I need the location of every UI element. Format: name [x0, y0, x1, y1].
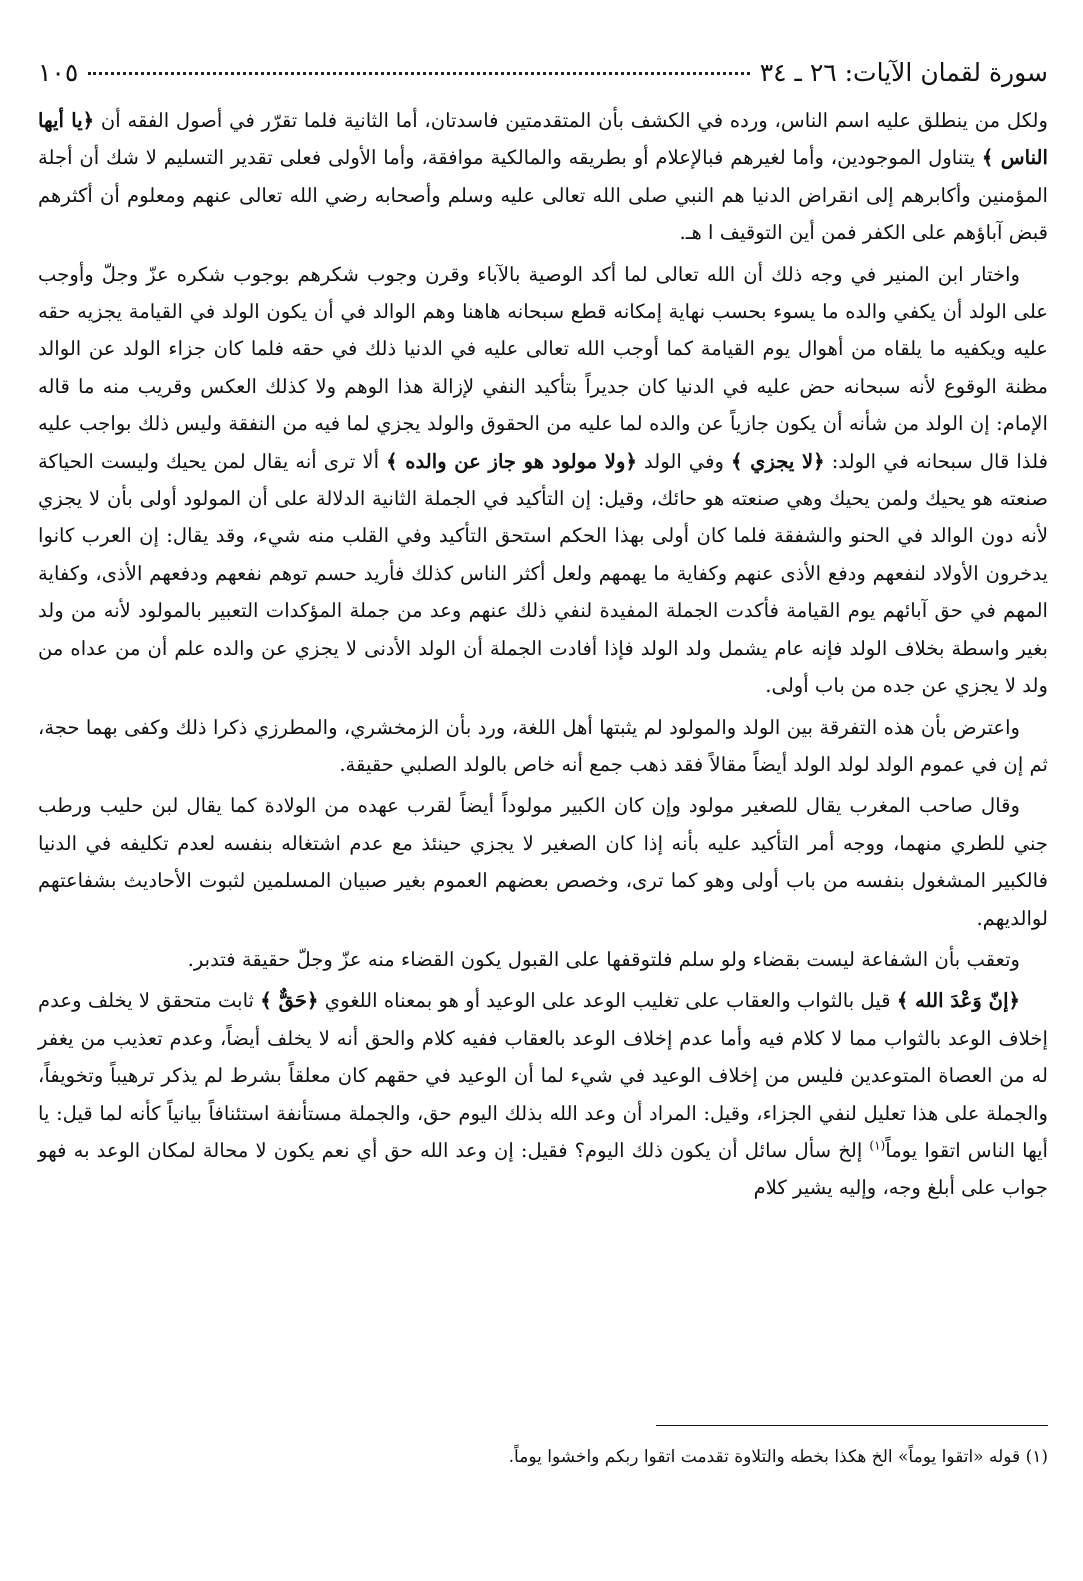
header-dot-leader: [88, 72, 749, 75]
text-segment: ولكل من ينطلق عليه اسم الناس، ورده في الكشف بأن المتقدمتين فاسدتان، أما الثانية فلما تقرّر في أصول الفقه أن: [94, 109, 1048, 132]
text-segment: وفي الولد: [636, 449, 732, 473]
body-text: [38, 102, 1048, 1207]
text-segment: وتعقب بأن الشفاعة ليست بقضاء ولو سلم فلتوقفها على القبول يكون القضاء منه عزّ وجلّ حقيقة فتدبر.: [187, 947, 1020, 971]
footnote: (١) قوله «اتقوا يوماً» الخ هكذا بخطه والتلاوة تقدمت اتقوا ربكم واخشوا يوماً.: [508, 1447, 1048, 1467]
text-segment: يتناول الموجودين، وأما لغيرهم فبالإعلام أو بطريقه والمالكية موافقة، وأما الأولى فعلى تقدير التسليم لا شك أن أجلة المؤمنين وأكابرهم إلى انقراض الدنيا هم النبي صلى الله تعالى عليه وسلم وأصحابه رضي الله تعالى عنهم ومعلوم أن أكثرهم قبض آباؤهم على الكفر فمن أين التوقيف ا هـ.: [38, 146, 1048, 245]
paragraph: [38, 982, 1048, 1206]
page-number: ١٠٥: [38, 58, 79, 87]
page-header: [38, 58, 1048, 102]
paragraph: [38, 102, 1048, 252]
quran-quote: ﴿حَقٌّ ﴾: [260, 989, 319, 1013]
paragraph: [38, 709, 1048, 784]
text-segment: ثابت متحقق لا يخلف وعدم إخلاف الوعد بالثواب مما لا كلام فيه وأما عدم إخلاف الوعد بالعقاب ففيه كلام والحق أنه لا يخلف أيضاً، وعدم تعذيب من يغفر له من العصاة المتوعدين فليس من إخلاف الوعيد في شيء لما أن الوعيد في حقهم كان معلقاً بشرط لم يذكر ترهيباً وتخويفاً، والجملة على هذا تعليل لنفي الجزاء، وقيل: المراد أن وعد الله بذلك اليوم حق، والجملة مستأنفة استئنافاً بيانياً كأنه لما قيل: يا أيها الناس اتقوا يوماً: [38, 989, 1048, 1162]
quran-quote: ﴿ولا مولود هو جاز عن والده ﴾: [386, 449, 637, 473]
page: [38, 58, 1048, 1558]
quran-quote: ﴿إنّ وَعْدَ الله ﴾: [896, 989, 1020, 1013]
paragraph: [38, 256, 1048, 705]
text-segment: واعترض بأن هذه التفرقة بين الولد والمولود لم يثبتها أهل اللغة، ورد بأن الزمخشري، والمطرزي ذكرا ذلك وكفى بهما حجة، ثم إن في عموم الولد لولد الولد أيضاً مقالاً فقد ذهب جمع أنه خاص بالولد الصلبي حقيقة.: [38, 715, 1048, 776]
text-segment: وقال صاحب المغرب يقال للصغير مولود وإن كان الكبير مولوداً أيضاً لقرب عهده من الولادة كما يقال لبن حليب ورطب جني للطري منهما، ووجه أمر التأكيد عليه بأنه إذا كان الصغير لا يجزي حينئذ مع عدم اشتغاله بنفسه لعدم تكليفه في الدنيا فالكبير المشغول بنفسه من باب أولى وهو كما ترى، وخصص بعضهم العموم بغير صبيان المسلمين لثبوت الأحاديث بشفاعتهم لوالديهم.: [38, 794, 1048, 930]
paragraph: [38, 941, 1048, 978]
text-segment: ألا ترى أنه يقال لمن يحيك وليست الحياكة صنعته هو يحيك ولمن يحيك وهي صنعته هو حائك، وقيل: إن التأكيد في الجملة الثانية الدلالة على أن المولود أولى بأن لا يجزي لأنه دون الوالد في الحنو والشفقة فلما كان أولى بهذا الحكم استحق التأكيد وفي القلب منه شيء، وقد يقال: إن العرب كانوا يدخرون الأولاد لنفعهم ودفع الأذى عنهم وكفاية ما يهمهم ولعل أكثر الناس كذلك فأريد حسم توهم نفعهم ودفعهم الأذى، وكفاية المهم في حق آبائهم يوم القيامة فأكدت الجملة المفيدة لنفي ذلك عنهم وعد من جملة المؤكدات التعبير بالمولود لأنه من ولد بغير واسطة بخلاف الولد فإنه عام يشمل ولد الولد فإذا أفادت الجملة أن الولد الأدنى لا يجزي عن والده علم أن من عداه من ولد لا يجزي عن جده من باب أولى.: [38, 449, 1048, 698]
text-segment: واختار ابن المنير في وجه ذلك أن الله تعالى لما أكد الوصية بالآباء وقرن وجوب شكرهم بوجوب شكره عزّ وجلّ وأوجب على الولد أن يكفي والده ما يسوء بحسب نهاية إمكانه قطع سبحانه هاهنا وهم الوالد في أن يكون الولد في القيامة يجزيه حقه عليه ويكفيه ما يلقاه من أهوال يوم القيامة كما أوجب الله تعالى عليه في الدنيا ذلك في حقه فلما كان جزاء الولد عن الوالد مظنة الوقوع لأنه سبحانه حض عليه في الدنيا كان جديراً بتأكيد النفي لإزالة هذا الوهم ولا كذلك العكس وقريب منه ما قاله الإمام: إن الولد من شأنه أن يكون جازياً عن والده لما عليه من الحقوق والولد يجزي لما فيه من النفقة وليس ذلك بواجب عليه فلذا قال سبحانه في الولد:: [38, 262, 1049, 473]
footnote-marker: (١): [869, 1138, 886, 1153]
quran-quote: ﴿يا أيها الناس ﴾: [38, 109, 1048, 170]
paragraph: [38, 787, 1048, 937]
text-segment: قيل بالثواب والعقاب على تغليب الوعد على الوعيد أو هو بمعناه اللغوي: [318, 989, 897, 1013]
quran-quote: ﴿لا يجزي ﴾: [731, 449, 825, 473]
footnote-divider: [656, 1425, 1048, 1426]
text-segment: إلخ سأل سائل أن يكون ذلك اليوم؟ فقيل: إن وعد الله حق أي نعم يكون لا محالة لمكان الوعد به فهو جواب على أبلغ وجه، وإليه يشير كلام: [38, 1138, 1048, 1200]
running-title: سورة لقمان الآيات: ٢٦ ـ ٣٤: [759, 58, 1048, 87]
